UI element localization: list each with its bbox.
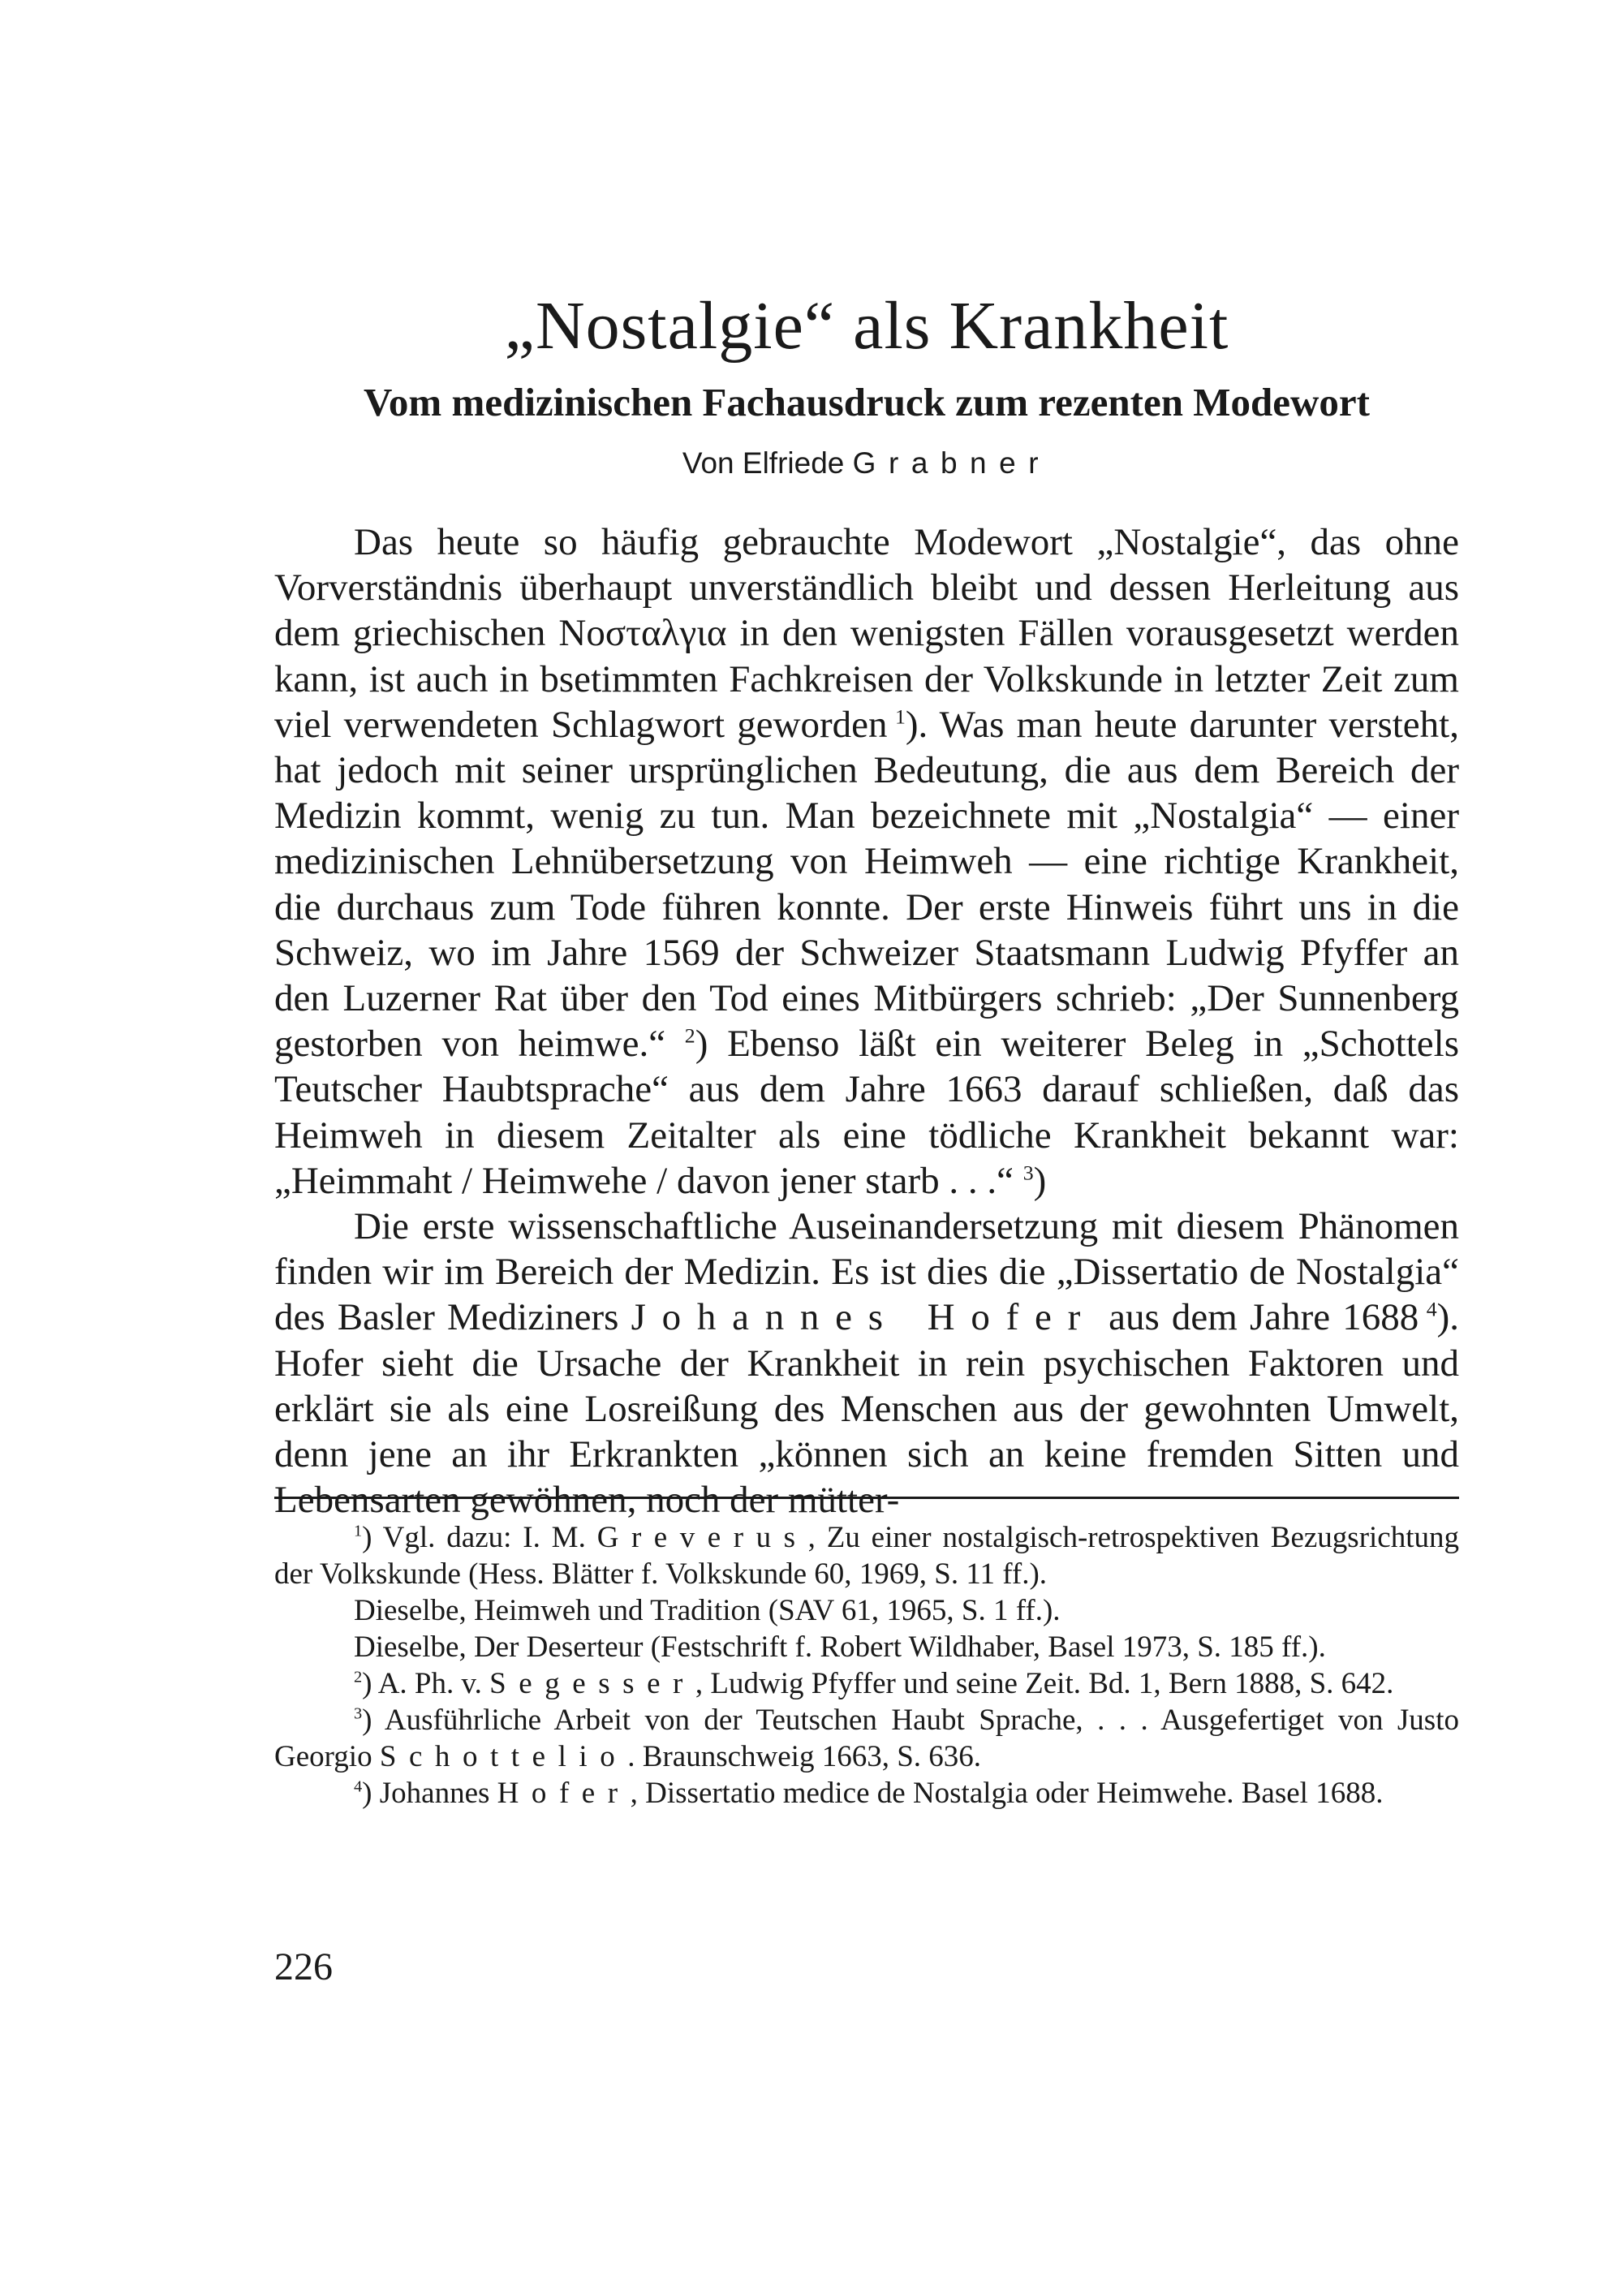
person-name: Greverus: [596, 1521, 808, 1554]
footnote-text: , Ludwig Pfyffer und seine Zeit. Bd. 1, Bern 1888, S. 642.: [695, 1667, 1394, 1700]
body-paragraph-1: [274, 519, 1459, 1204]
footnote-1-continued: Dieselbe, Der Deserteur (Festschrift f. Robert Wildhaber, Basel 1973, S. 185 ff.).: [354, 1630, 1326, 1664]
body-text: aus dem Jahre 1688: [1109, 1296, 1419, 1339]
person-name: Schottelio: [379, 1740, 628, 1773]
footnote-mark: 1: [354, 1522, 363, 1540]
footnote-ref-2: 2: [684, 1023, 695, 1048]
footnotes: [274, 1519, 1459, 1811]
body-text: ). Hofer sieht die Ursache der Krankheit in rein psychischen Faktoren und erklärt sie als eine Losreißung des Menschen aus der gewohnten Umwelt, denn jene an ihr Erkrankten „können sich an keine fremden Sitten und Lebensarten gewöhnen, noch der mütter-: [274, 1296, 1460, 1522]
footnote-divider: [274, 1497, 1459, 1499]
footnote-text: ) Vgl. dazu: I. M.: [362, 1521, 586, 1554]
body-text: ) Ebenso läßt ein weiterer Beleg in „Schottels Teutscher Haubtsprache“ aus dem Jahre 1663 darauf schließen, daß das Heimweh in diesem Zeitalter als eine tödliche Krankheit bekannt war: „Heimmaht / Heimwehe / davon jener starb . . .“: [274, 1023, 1459, 1202]
footnote-text: ) Ausführliche Arbeit von der Teutschen Haubt Sprache, . . . Ausgefertiget von Justo Georgio: [274, 1704, 1459, 1773]
footnote-4: [274, 1775, 1459, 1811]
footnote-mark: 3: [354, 1704, 363, 1723]
person-name: Hofer: [497, 1777, 631, 1810]
footnote-ref-3: 3: [1022, 1161, 1034, 1185]
body-text: Das heute so häufig gebrauchte Modewort „Nostalgie“, das ohne Vorverständnis überhaupt unverständlich bleibt und dessen Herleitung aus dem griechischen Νοσταλγια in den wenigsten Fällen vorausgesetzt werden kann, ist auch in bsetimmten Fachkreisen der Volkskunde in letzter Zeit zum viel verwendeten Schlagwort geworden: [274, 521, 1459, 746]
person-name: Segesser: [489, 1667, 695, 1700]
footnote-text: ) Johannes: [362, 1777, 490, 1810]
article-author: [274, 445, 1459, 482]
body-text: ): [1033, 1159, 1047, 1202]
article-body: [274, 519, 1459, 1523]
footnote-mark: 4: [354, 1777, 363, 1796]
footnote-3: [274, 1702, 1459, 1775]
body-paragraph-2: [274, 1204, 1459, 1523]
body-text: Die erste wissenschaftliche Auseinandersetzung mit diesem Phänomen finden wir im Bereich der Medizin. Es ist dies die „Dissertatio de Nostalgia“ des Basler Mediziners: [274, 1205, 1459, 1339]
footnote-text: ) A. Ph. v.: [362, 1667, 482, 1700]
footnote-1-continued: Dieselbe, Heimweh und Tradition (SAV 61, 1965, S. 1 ff.).: [354, 1594, 1061, 1627]
footnote-2: [274, 1665, 1459, 1702]
body-text: ). Was man heute darunter versteht, hat jedoch mit seiner ursprünglichen Bedeutung, die aus dem Bereich der Medizin kommt, wenig zu tun. Man bezeichnete mit „Nostalgia“ — einer medizinischen Lehnübersetzung von Heimweh — eine richtige Krankheit, die durchaus zum Tode führen konnte. Der erste Hinweis führt uns in die Schweiz, wo im Jahre 1569 der Schweizer Staatsmann Ludwig Pfyffer an den Luzerner Rat über den Tod eines Mitbürgers schrieb: „Der Sunnenberg gestorben von heimwe.“: [274, 703, 1459, 1066]
page-number: 226: [274, 1945, 333, 1988]
author-surname: Grabner: [852, 446, 1052, 480]
footnote-text: , Zu einer nostalgisch-retrospektiven Bezugsrichtung der Volkskunde (Hess. Blätter f. Volkskunde 60, 1969, S. 11 ff.).: [274, 1521, 1460, 1591]
footnote-text: , Dissertatio medice de Nostalgia oder Heimwehe. Basel 1688.: [630, 1777, 1384, 1810]
author-prefix: Von Elfriede: [682, 446, 845, 480]
article-subtitle: Vom medizinischen Fachausdruck zum rezenten Modewort: [364, 380, 1370, 424]
article-title: „Nostalgie“ als Krankheit: [504, 288, 1229, 364]
footnote-ref-1: 1: [894, 704, 906, 729]
footnote-text: . Braunschweig 1663, S. 636.: [627, 1740, 982, 1773]
footnote-ref-4: 4: [1426, 1297, 1437, 1321]
person-name: Johannes Hofer: [631, 1296, 1096, 1339]
footnote-mark: 2: [354, 1668, 363, 1686]
footnote-1: [274, 1519, 1459, 1592]
